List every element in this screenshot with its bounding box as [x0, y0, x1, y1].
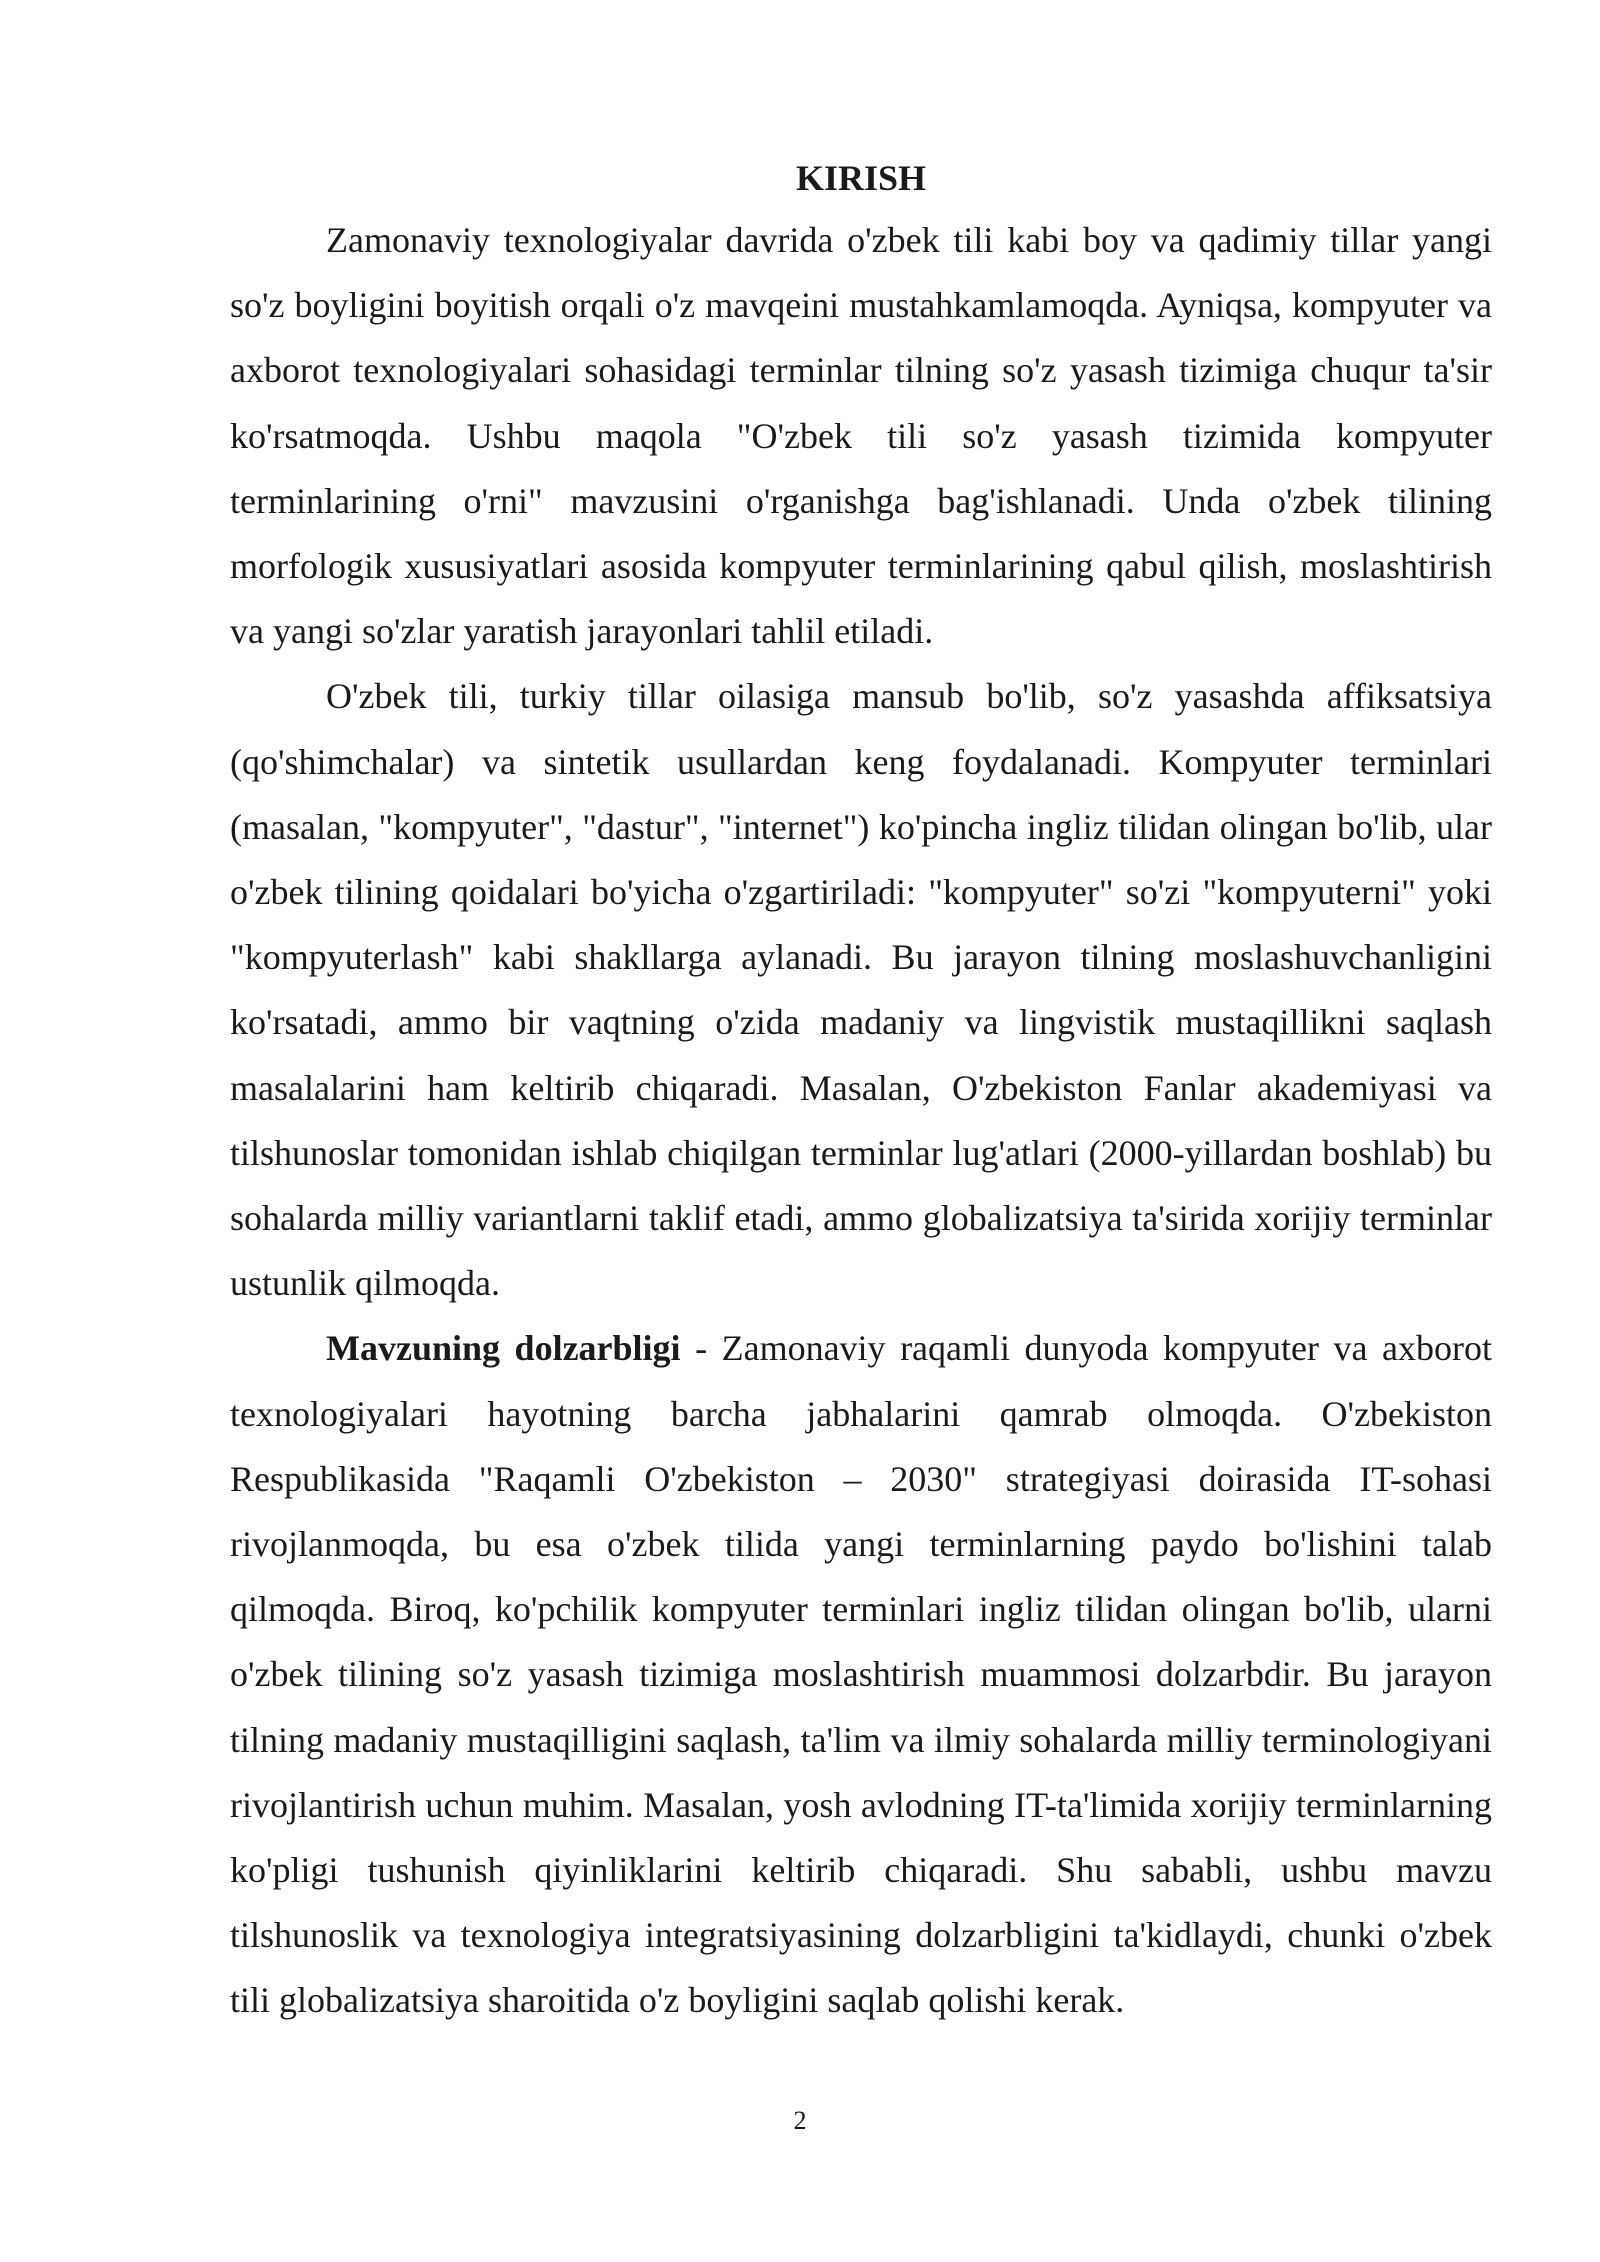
page-title: KIRISH [795, 158, 927, 198]
paragraph-relevance [230, 1316, 1492, 2033]
paragraph-lead-heading: Mavzuning dolzarbligi [326, 1328, 681, 1369]
paragraph-text: Zamonaviy texnologiyalar davrida o'zbek tili kabi boy va qadimiy tillar yangi so'z boyligini boyitish orqali o'z mavqeini mustahkamlamoqda. Ayniqsa, kompyuter va axborot texnologiyalari sohasidagi terminlar tilning so'z yasash tizimiga chuqur ta'sir ko'rsatmoqda. Ushbu maqola "O'zbek tili so'z yasash tizimida kompyuter terminlarining o'rni" mavzusini o'rganishga bag'ishlanadi. Unda o'zbek tilining morfologik xususiyatlari asosida kompyuter terminlarining qabul qilish, moslashtirish va yangi so'zlar yaratish jarayonlari tahlil etiladi. [230, 220, 1492, 652]
document-body [230, 148, 1492, 2034]
page-number: 2 [793, 2106, 807, 2135]
paragraph-text: - Zamonaviy raqamli dunyoda kompyuter va axborot texnologiyalari hayotning barcha jabhalarini qamrab olmoqda. O'zbekiston Respublikasida "Raqamli O'zbekiston – 2030" strategiyasi doirasida IT-sohasi rivojlanmoqda, bu esa o'zbek tilida yangi terminlarning paydo bo'lishini talab qilmoqda. Biroq, ko'pchilik kompyuter terminlari ingliz tilidan olingan bo'lib, ularni o'zbek tilining so'z yasash tizimiga moslashtirish muammosi dolzarbdir. Bu jarayon tilning madaniy mustaqilligini saqlash, ta'lim va ilmiy sohalarda milliy terminologiyani rivojlantirish uchun muhim. Masalan, yosh avlodning IT-ta'limida xorijiy terminlarning ko'pligi tushunish qiyinliklarini keltirib chiqaradi. Shu sababli, ushbu mavzu tilshunoslik va texnologiya integratsiyasining dolzarbligini ta'kidlaydi, chunki o'zbek tili globalizatsiya sharoitida o'z boyligini saqlab qolishi kerak. [230, 1328, 1492, 2021]
paragraph-uzbek-language [230, 664, 1492, 1316]
paragraph-intro [230, 208, 1492, 664]
paragraph-text: O'zbek tili, turkiy tillar oilasiga mansub bo'lib, so'z yasashda affiksatsiya (qo'shimchalar) va sintetik usullardan keng foydalanadi. Kompyuter terminlari (masalan, "kompyuter", "dastur", "internet") ko'pincha ingliz tilidan olingan bo'lib, ular o'zbek tilining qoidalari bo'yicha o'zgartiriladi: "kompyuter" so'zi "kompyuterni" yoki "kompyuterlash" kabi shakllarga aylanadi. Bu jarayon tilning moslashuvchanligini ko'rsatadi, ammo bir vaqtning o'zida madaniy va lingvistik mustaqillikni saqlash masalalarini ham keltirib chiqaradi. Masalan, O'zbekiston Fanlar akademiyasi va tilshunoslar tomonidan ishlab chiqilgan terminlar lug'atlari (2000-yillardan boshlab) bu sohalarda milliy variantlarni taklif etadi, ammo globalizatsiya ta'sirida xorijiy terminlar ustunlik qilmoqda. [230, 676, 1492, 1304]
